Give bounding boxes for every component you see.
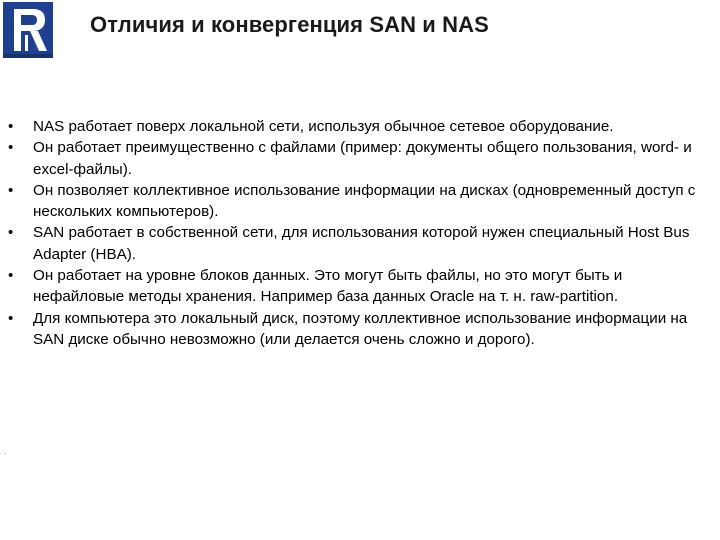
list-item [8,308,712,351]
bullet-icon: • [8,118,14,135]
bullet-text: Он работает преимущественно с файлами (пример: документы общего пользования, word- и excel-файлы). [33,139,692,178]
list-item [8,180,712,223]
list-item [8,265,712,308]
bullet-text: SAN работает в собственной сети, для использования которой нужен специальный Host Bus Adapter (HBA). [33,224,690,263]
bullet-list [8,116,712,350]
page-title: Отличия и конвергенция SAN и NAS [90,12,489,37]
bullet-text: NAS работает поверх локальной сети, используя обычное сетевое оборудование. [33,118,614,135]
bullet-icon: • [8,139,14,157]
bullet-icon: • [8,267,14,285]
bullet-text: Для компьютера это локальный диск, поэтому коллективное использование информации на SAN диске обычно невозможно (или делается очень сложно и дорого). [33,309,688,348]
bullet-icon: • [8,309,14,327]
bullet-icon: • [8,181,14,199]
list-item [8,137,712,180]
bullet-icon: • [8,224,14,242]
hse-logo-icon [3,2,53,58]
list-item [8,222,712,265]
footer-mark: . [4,447,7,456]
bullet-text: Он работает на уровне блоков данных. Это могут быть файлы, но это могут быть и нефайловые методы хранения. Например база данных Oracle на т. н. raw-partition. [33,267,623,306]
bullet-text: Он позволяет коллективное использование информации на дисках (одновременный доступ с нескольких компьютеров). [33,181,696,221]
list-item [8,116,712,137]
